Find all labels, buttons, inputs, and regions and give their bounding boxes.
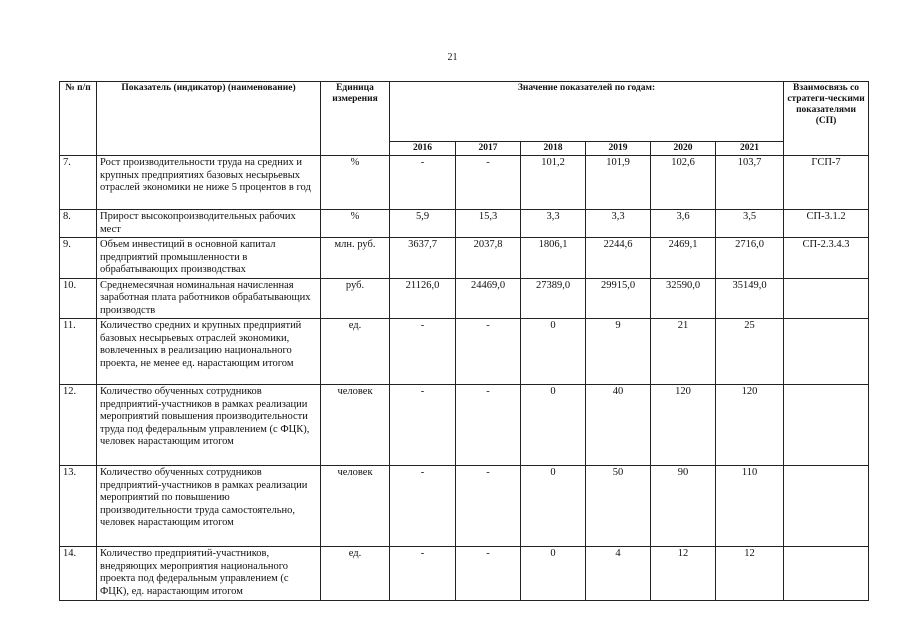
indicators-table (59, 81, 869, 601)
row-value-2016: - (390, 319, 456, 385)
table-row (60, 385, 869, 466)
row-strategic-link (784, 278, 869, 319)
row-value-2016: 3637,7 (390, 238, 456, 279)
row-value-2018: 1806,1 (521, 238, 586, 279)
row-num: 7. (60, 156, 97, 210)
row-strategic-link (784, 319, 869, 385)
row-indicator-name: Объем инвестиций в основной капитал предприятий промышленности в обрабатывающих производствах (97, 238, 321, 279)
row-value-2019: 2244,6 (586, 238, 651, 279)
row-value-2018: 0 (521, 319, 586, 385)
row-value-2019: 50 (586, 466, 651, 547)
header-year: 2021 (716, 142, 784, 156)
table-row (60, 466, 869, 547)
row-indicator-name: Прирост высокопроизводительных рабочих мест (97, 210, 321, 238)
row-unit: ед. (321, 319, 390, 385)
row-unit: % (321, 210, 390, 238)
row-indicator-name: Количество обученных сотрудников предприятий-участников в рамках реализации мероприятий повышения производительности труда под федеральным управлением (с ФЦК), человек нарастающим итогом (97, 385, 321, 466)
page-number: 21 (447, 52, 458, 63)
row-strategic-link: СП-3.1.2 (784, 210, 869, 238)
row-unit: млн. руб. (321, 238, 390, 279)
row-strategic-link: СП-2.3.4.3 (784, 238, 869, 279)
header-num: № п/п (60, 82, 97, 156)
row-value-2021: 103,7 (716, 156, 784, 210)
row-unit: руб. (321, 278, 390, 319)
row-value-2018: 0 (521, 466, 586, 547)
header-year: 2018 (521, 142, 586, 156)
table-row (60, 238, 869, 279)
row-indicator-name: Среднемесячная номинальная начисленная заработная плата работников обрабатывающих производств (97, 278, 321, 319)
row-value-2021: 35149,0 (716, 278, 784, 319)
row-value-2017: 15,3 (456, 210, 521, 238)
row-value-2020: 102,6 (651, 156, 716, 210)
row-value-2017: - (456, 547, 521, 601)
row-value-2018: 3,3 (521, 210, 586, 238)
row-value-2016: 5,9 (390, 210, 456, 238)
row-indicator-name: Количество предприятий-участников, внедряющих мероприятия национального проекта под федеральным управлением (с ФЦК), ед. нарастающим итогом (97, 547, 321, 601)
row-unit: % (321, 156, 390, 210)
row-num: 9. (60, 238, 97, 279)
row-value-2020: 3,6 (651, 210, 716, 238)
row-unit: человек (321, 385, 390, 466)
row-value-2019: 29915,0 (586, 278, 651, 319)
row-value-2017: - (456, 156, 521, 210)
header-values-by-year: Значение показателей по годам: (390, 82, 784, 142)
row-unit: человек (321, 466, 390, 547)
row-value-2020: 2469,1 (651, 238, 716, 279)
row-num: 10. (60, 278, 97, 319)
header-indicator: Показатель (индикатор) (наименование) (97, 82, 321, 156)
row-value-2017: - (456, 466, 521, 547)
row-value-2016: - (390, 466, 456, 547)
row-value-2016: - (390, 156, 456, 210)
row-value-2020: 90 (651, 466, 716, 547)
table-row (60, 319, 869, 385)
row-value-2019: 101,9 (586, 156, 651, 210)
row-value-2016: - (390, 385, 456, 466)
row-value-2021: 110 (716, 466, 784, 547)
row-value-2018: 27389,0 (521, 278, 586, 319)
row-num: 14. (60, 547, 97, 601)
row-value-2021: 3,5 (716, 210, 784, 238)
row-value-2021: 25 (716, 319, 784, 385)
row-indicator-name: Количество обученных сотрудников предприятий-участников в рамках реализации мероприятий по повышению производительности труда самостоятельно, человек нарастающим итогом (97, 466, 321, 547)
row-value-2018: 0 (521, 547, 586, 601)
table-row (60, 156, 869, 210)
row-value-2017: 24469,0 (456, 278, 521, 319)
row-unit: ед. (321, 547, 390, 601)
row-value-2019: 40 (586, 385, 651, 466)
header-year: 2020 (651, 142, 716, 156)
header-year: 2019 (586, 142, 651, 156)
row-strategic-link (784, 385, 869, 466)
row-num: 11. (60, 319, 97, 385)
row-num: 13. (60, 466, 97, 547)
table-row (60, 278, 869, 319)
row-value-2021: 2716,0 (716, 238, 784, 279)
row-value-2017: - (456, 385, 521, 466)
row-value-2019: 9 (586, 319, 651, 385)
row-strategic-link (784, 547, 869, 601)
row-value-2018: 0 (521, 385, 586, 466)
table-row (60, 210, 869, 238)
row-value-2021: 120 (716, 385, 784, 466)
row-indicator-name: Рост производительности труда на средних и крупных предприятиях базовых несырьевых отраслей экономики не ниже 5 процентов в год (97, 156, 321, 210)
row-strategic-link: ГСП-7 (784, 156, 869, 210)
header-year: 2017 (456, 142, 521, 156)
row-value-2016: 21126,0 (390, 278, 456, 319)
row-value-2017: 2037,8 (456, 238, 521, 279)
row-value-2020: 21 (651, 319, 716, 385)
header-unit: Единица измерения (321, 82, 390, 156)
row-num: 8. (60, 210, 97, 238)
row-value-2018: 101,2 (521, 156, 586, 210)
table-row (60, 547, 869, 601)
row-strategic-link (784, 466, 869, 547)
row-value-2019: 4 (586, 547, 651, 601)
row-value-2017: - (456, 319, 521, 385)
row-value-2021: 12 (716, 547, 784, 601)
row-value-2020: 32590,0 (651, 278, 716, 319)
row-value-2020: 12 (651, 547, 716, 601)
row-value-2020: 120 (651, 385, 716, 466)
header-link: Взаимосвязь со стратеги-ческими показателями (СП) (784, 82, 869, 156)
row-num: 12. (60, 385, 97, 466)
header-year: 2016 (390, 142, 456, 156)
row-value-2019: 3,3 (586, 210, 651, 238)
row-indicator-name: Количество средних и крупных предприятий базовых несырьевых отраслей экономики, вовлеченных в реализацию национального проекта, не менее ед. нарастающим итогом (97, 319, 321, 385)
row-value-2016: - (390, 547, 456, 601)
